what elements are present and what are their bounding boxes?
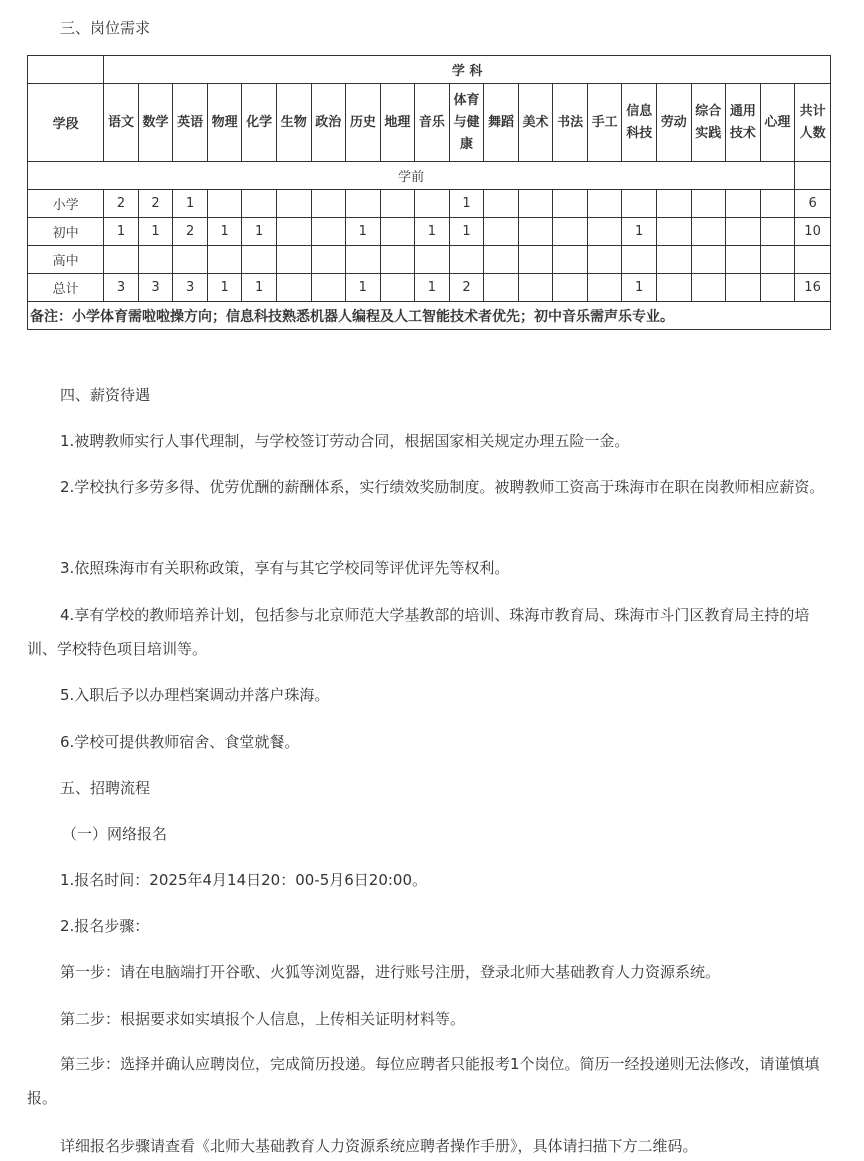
count-cell <box>622 246 657 274</box>
section-4-title: 四、薪资待遇 <box>60 386 151 404</box>
count-cell <box>760 274 795 302</box>
count-cell <box>518 246 553 274</box>
count-cell <box>484 218 519 246</box>
count-cell <box>242 190 277 218</box>
count-cell <box>656 218 691 246</box>
salary-item-3: 3.依照珠海市有关职称政策，享有与其它学校同等评优评先等权利。 <box>60 559 510 577</box>
subject-header: 化学 <box>242 84 277 162</box>
count-cell: 1 <box>242 274 277 302</box>
count-cell <box>242 246 277 274</box>
count-cell: 2 <box>449 274 484 302</box>
count-cell <box>553 190 588 218</box>
count-cell: 2 <box>138 190 173 218</box>
count-cell <box>656 190 691 218</box>
count-cell <box>691 218 726 246</box>
subject-header: 地理 <box>380 84 415 162</box>
count-cell <box>138 246 173 274</box>
count-cell <box>587 190 622 218</box>
count-cell <box>726 274 761 302</box>
subject-header: 体育 与健 康 <box>449 84 484 162</box>
row-total-cell: 16 <box>795 274 831 302</box>
row-total-cell: 10 <box>795 218 831 246</box>
salary-item-1: 1.被聘教师实行人事代理制，与学校签订劳动合同，根据国家相关规定办理五险一金。 <box>60 432 630 450</box>
count-cell: 1 <box>346 274 381 302</box>
count-cell <box>311 274 346 302</box>
count-cell: 1 <box>622 274 657 302</box>
subject-header: 物理 <box>207 84 242 162</box>
stage-cell: 初中 <box>28 218 104 246</box>
subject-header: 英语 <box>173 84 208 162</box>
registration-step-2: 第二步：根据要求如实填报个人信息，上传相关证明材料等。 <box>60 1010 466 1028</box>
count-cell <box>691 246 726 274</box>
preschool-total <box>795 162 831 190</box>
salary-item-6: 6.学校可提供教师宿舍、食堂就餐。 <box>60 733 300 751</box>
count-cell <box>311 218 346 246</box>
salary-item-2: 2.学校执行多劳多得、优劳优酬的薪酬体系，实行绩效奖励制度。被聘教师工资高于珠海市在职在岗教师相应薪资。 <box>60 478 825 496</box>
count-cell <box>760 218 795 246</box>
subject-header: 通用 技术 <box>726 84 761 162</box>
count-cell <box>518 190 553 218</box>
count-cell <box>104 246 139 274</box>
count-cell <box>518 218 553 246</box>
count-cell: 1 <box>415 274 450 302</box>
count-cell <box>276 218 311 246</box>
count-cell: 1 <box>242 218 277 246</box>
count-cell <box>484 190 519 218</box>
count-cell <box>726 190 761 218</box>
count-cell: 2 <box>104 190 139 218</box>
subject-header: 书法 <box>553 84 588 162</box>
preschool-row-label: 学前 <box>28 162 795 190</box>
section-5-title: 五、招聘流程 <box>60 779 151 797</box>
table-row <box>28 218 831 246</box>
subject-header: 历史 <box>346 84 381 162</box>
count-cell <box>346 190 381 218</box>
count-cell: 1 <box>449 190 484 218</box>
salary-item-5: 5.入职后予以办理档案调动并落户珠海。 <box>60 686 330 704</box>
subject-header: 心理 <box>760 84 795 162</box>
count-cell <box>276 246 311 274</box>
subject-header: 政治 <box>311 84 346 162</box>
count-cell: 1 <box>207 218 242 246</box>
count-cell <box>449 246 484 274</box>
count-cell: 1 <box>622 218 657 246</box>
count-cell <box>415 190 450 218</box>
table-row <box>28 274 831 302</box>
count-cell <box>380 218 415 246</box>
count-cell: 1 <box>415 218 450 246</box>
count-cell <box>311 190 346 218</box>
count-cell <box>553 274 588 302</box>
count-cell <box>173 246 208 274</box>
count-cell: 3 <box>138 274 173 302</box>
stage-cell: 总计 <box>28 274 104 302</box>
count-cell <box>553 246 588 274</box>
table-row <box>28 190 831 218</box>
stage-cell: 小学 <box>28 190 104 218</box>
count-cell <box>691 190 726 218</box>
subject-header: 音乐 <box>415 84 450 162</box>
count-cell: 2 <box>173 218 208 246</box>
registration-time: 1.报名时间：2025年4月14日20：00-5月6日20:00。 <box>60 871 428 889</box>
subject-header: 生物 <box>276 84 311 162</box>
subject-header: 舞蹈 <box>484 84 519 162</box>
count-cell <box>691 274 726 302</box>
count-cell <box>760 246 795 274</box>
count-cell <box>276 190 311 218</box>
table-row <box>28 246 831 274</box>
count-cell <box>726 218 761 246</box>
count-cell <box>587 218 622 246</box>
count-cell <box>346 246 381 274</box>
count-cell: 3 <box>104 274 139 302</box>
registration-step-3: 第三步：选择并确认应聘岗位，完成简历投递。每位应聘者只能报考1个岗位。简历一经投递则无法修改，请谨慎填报。 <box>27 1055 820 1107</box>
positions-table <box>27 55 831 330</box>
count-cell: 1 <box>449 218 484 246</box>
row-total-cell: 6 <box>795 190 831 218</box>
count-cell <box>726 246 761 274</box>
count-cell <box>622 190 657 218</box>
count-cell: 1 <box>104 218 139 246</box>
registration-detail-note: 详细报名步骤请查看《北师大基础教育人力资源系统应聘者操作手册》，具体请扫描下方二维码。 <box>60 1137 698 1155</box>
count-cell: 1 <box>138 218 173 246</box>
count-cell <box>587 246 622 274</box>
subject-group-header: 学 科 <box>104 56 831 84</box>
count-cell: 1 <box>207 274 242 302</box>
count-cell <box>276 274 311 302</box>
count-cell <box>656 246 691 274</box>
count-cell: 1 <box>173 190 208 218</box>
subsection-online-registration: （一）网络报名 <box>62 825 168 843</box>
count-cell <box>207 190 242 218</box>
stage-cell: 高中 <box>28 246 104 274</box>
row-total-cell <box>795 246 831 274</box>
count-cell <box>207 246 242 274</box>
count-cell <box>380 190 415 218</box>
subject-header: 手工 <box>587 84 622 162</box>
count-cell <box>518 274 553 302</box>
count-cell <box>484 246 519 274</box>
count-cell: 3 <box>173 274 208 302</box>
subject-header: 语文 <box>104 84 139 162</box>
count-cell <box>656 274 691 302</box>
stage-header: 学段 <box>28 84 104 162</box>
count-cell: 1 <box>346 218 381 246</box>
salary-item-4: 4.享有学校的教师培养计划，包括参与北京师范大学基教部的培训、珠海市教育局、珠海市斗门区教育局主持的培训、学校特色项目培训等。 <box>27 606 810 658</box>
count-cell <box>380 274 415 302</box>
registration-step-1: 第一步：请在电脑端打开谷歌、火狐等浏览器，进行账号注册，登录北师大基础教育人力资源系统。 <box>60 963 721 981</box>
subject-header: 数学 <box>138 84 173 162</box>
table-note: 备注：小学体育需啦啦操方向；信息科技熟悉机器人编程及人工智能技术者优先；初中音乐需声乐专业。 <box>28 302 831 330</box>
total-header: 共计 人数 <box>795 84 831 162</box>
count-cell <box>380 246 415 274</box>
subject-header: 劳动 <box>656 84 691 162</box>
count-cell <box>311 246 346 274</box>
count-cell <box>553 218 588 246</box>
count-cell <box>587 274 622 302</box>
section-3-title: 三、岗位需求 <box>60 19 151 37</box>
count-cell <box>484 274 519 302</box>
subject-header: 信息 科技 <box>622 84 657 162</box>
subject-header: 综合 实践 <box>691 84 726 162</box>
count-cell <box>415 246 450 274</box>
subject-header: 美术 <box>518 84 553 162</box>
count-cell <box>760 190 795 218</box>
header-blank <box>28 56 104 84</box>
registration-steps-title: 2.报名步骤： <box>60 917 150 935</box>
